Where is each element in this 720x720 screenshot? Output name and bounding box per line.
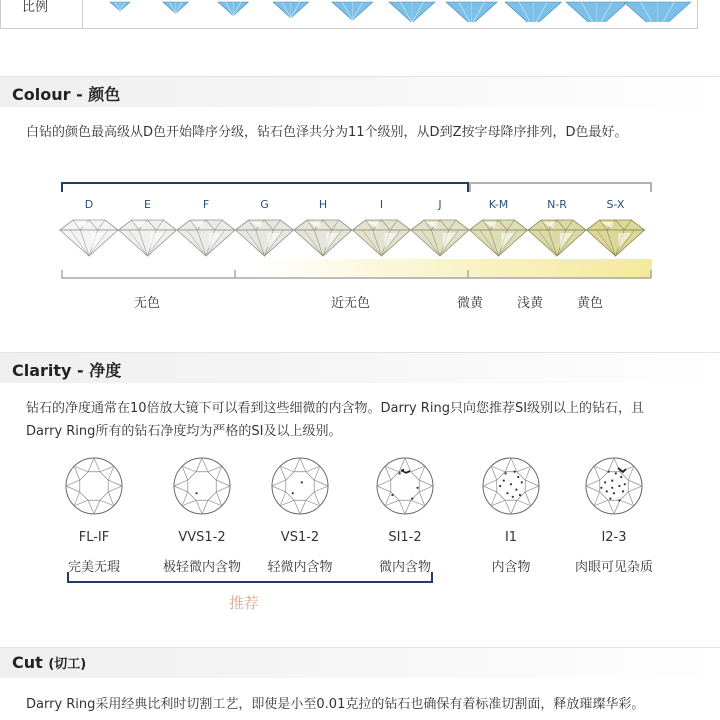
clarity-diamond-icon xyxy=(479,454,543,518)
clarity-grade-name: FL-IF xyxy=(78,530,110,545)
cut-description: Darry Ring采用经典比利时切割工艺，即使是小至0.01克拉的钻石也确保有着标准切割面，释放璀璨华彩。 xyxy=(26,697,645,712)
clarity-grade-name: SI1-2 xyxy=(388,530,422,545)
colour-diamond-icon xyxy=(470,220,528,256)
colour-grade-label: J xyxy=(438,198,442,211)
recommend-label: 推荐 xyxy=(229,594,260,612)
colour-grade-label: S-X xyxy=(606,198,625,211)
colour-diamond-icon xyxy=(236,220,294,256)
colour-grade-label: I xyxy=(379,198,384,211)
clarity-grade-description: 内含物 xyxy=(491,560,531,575)
clarity-title-cn: 净度 xyxy=(89,361,122,380)
clarity-diamond-icon xyxy=(582,454,646,518)
ratio-diamond-icon xyxy=(216,0,250,22)
colour-grade-label: H xyxy=(318,198,328,211)
clarity-description-line2: Darry Ring所有的钻石净度均为严格的SI及以上级别。 xyxy=(26,424,342,439)
ratio-label: 比例 xyxy=(22,0,49,15)
clarity-section-title: Clarity - 净度 xyxy=(12,361,122,380)
colour-diamond-icon xyxy=(353,220,411,256)
clarity-grade-name: VS1-2 xyxy=(280,530,320,545)
clarity-diamond-icon xyxy=(170,454,234,518)
ratio-diamond-icon xyxy=(387,0,437,22)
clarity-grade-description: 微内含物 xyxy=(378,560,431,575)
colour-top-bracket-dark xyxy=(62,183,468,192)
colour-grade-label: D xyxy=(84,198,94,211)
colour-grade-label: K-M xyxy=(488,198,509,211)
cut-section-title xyxy=(12,653,86,672)
cut-title-cn: (切工) xyxy=(48,657,87,672)
clarity-grade-name: I2-3 xyxy=(601,530,627,545)
ratio-divider xyxy=(82,0,83,28)
cut-title-en: Cut xyxy=(12,653,43,672)
ratio-diamond-icon xyxy=(564,0,630,22)
colour-group-light-yellow: 浅黄 xyxy=(517,296,544,311)
clarity-diamond-icon xyxy=(373,454,437,518)
colour-diamond-icon xyxy=(528,220,586,256)
ratio-diamond-icon xyxy=(271,0,311,22)
colour-description: 白钻的颜色最高级从D色开始降序分级，钻石色泽共分为11个级别，从D到Z按字母降序排列，D色最好。 xyxy=(26,125,628,140)
ratio-diamond-icon xyxy=(444,0,499,22)
yellow-tint-band xyxy=(258,259,652,279)
colour-diamond-icon xyxy=(411,220,469,256)
colour-diamond-icon xyxy=(177,220,235,256)
colour-section-title: Colour - 颜色 xyxy=(12,85,121,104)
clarity-grade-description: 肉眼可见杂质 xyxy=(574,560,653,575)
clarity-grade-description: 完美无瑕 xyxy=(67,560,120,575)
ratio-diamond-icon xyxy=(622,0,693,22)
colour-title-cn: 颜色 xyxy=(88,85,121,104)
recommend-bracket xyxy=(0,570,720,590)
clarity-description-line1: 钻石的净度通常在10倍放大镜下可以看到这些细微的内含物。Darry Ring只向您推荐SI级别以上的钻石，且 xyxy=(26,401,645,416)
colour-diamond-icon xyxy=(60,220,118,256)
ratio-diamond-icon xyxy=(503,0,563,22)
clarity-grade-description: 轻微内含物 xyxy=(267,560,333,575)
colour-group-faint-yellow: 微黄 xyxy=(457,296,484,311)
colour-diamond-icon xyxy=(294,220,352,256)
colour-diamond-icon xyxy=(587,220,645,256)
ratio-diamond-icon xyxy=(161,0,190,22)
colour-group-near-colorless: 近无色 xyxy=(331,296,371,311)
ratio-diamond-icon xyxy=(330,0,375,22)
colour-grade-label: E xyxy=(144,198,151,211)
ratio-diamond-icon xyxy=(108,0,132,22)
clarity-diamond-icon xyxy=(268,454,332,518)
colour-grade-label: N-R xyxy=(547,198,567,211)
clarity-grade-name: I1 xyxy=(504,530,518,545)
clarity-diamond-icon xyxy=(62,454,126,518)
clarity-grade-name: VVS1-2 xyxy=(178,530,226,545)
clarity-grade-description: 极轻微内含物 xyxy=(162,560,241,575)
cut-section-header xyxy=(0,647,720,678)
colour-title-en: Colour xyxy=(12,85,71,104)
colour-group-yellow: 黄色 xyxy=(577,296,604,311)
colour-grade-label: F xyxy=(202,198,210,211)
colour-grade-label: G xyxy=(260,198,269,211)
colour-group-colorless: 无色 xyxy=(134,296,161,311)
colour-diamond-icon xyxy=(119,220,177,256)
clarity-title-en: Clarity xyxy=(12,361,72,380)
colour-top-bracket-light xyxy=(470,183,651,192)
